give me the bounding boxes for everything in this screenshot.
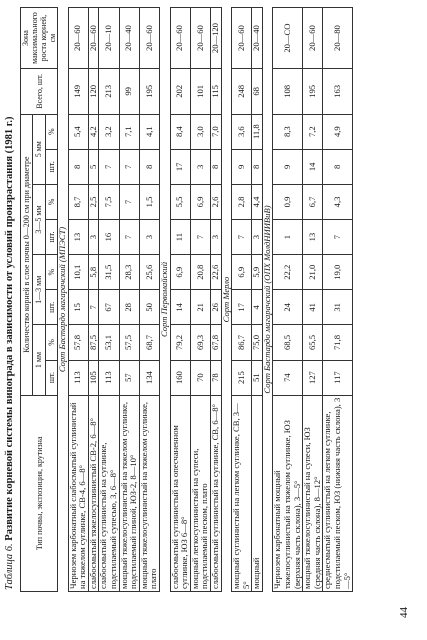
table-cell: 71,8 [323,325,353,360]
header-sht: шт. [45,220,57,255]
table-cell: 3 [139,220,159,255]
table-cell: 120 [88,69,99,114]
page-number: 44 [398,607,410,618]
table-cell: 69,3 [190,325,210,360]
section-title: Сорт Бастардо магарачский (ОПХ МолдНИИВиВ) [262,8,273,592]
table-cell: 1 [273,220,303,255]
table-cell: 13 [68,220,88,255]
table-cell: 41 [303,290,323,325]
table-cell: 87,5 [88,325,99,360]
table-cell: 6,9 [232,255,252,290]
table-cell: 3 [88,220,99,255]
caption-text: Развитие корневой системы винограда в зависимости от условий произрастания (1981 г.) [4,116,15,541]
table-cell: 24 [273,290,303,325]
caption-label: Таблица 6. [4,543,15,590]
table-row [99,8,119,592]
table-body [58,8,353,592]
table-cell: 20—60 [139,8,159,69]
table-cell: 57,8 [68,325,88,360]
table-cell: 4,3 [323,184,353,219]
soil-description: Чернозем карбонатный слабосмытый суглинистый на тяжелом суглинке, СВ-4, 6—8° [68,395,88,591]
table-cell: 57,5 [119,325,139,360]
table-cell: 20—60 [232,8,252,69]
table-cell: 7 [232,220,252,255]
table-cell: 3 [190,149,210,184]
table-cell: 28,3 [119,255,139,290]
section-title-row [159,8,170,592]
table-cell: 7 [119,220,139,255]
table-cell: 20—СО [273,8,303,69]
table-cell: 7 [119,184,139,219]
table-cell: 2,8 [232,184,252,219]
table-cell: 6,9 [190,184,210,219]
header-soil: Тип почвы, экспозиция, крутизна [21,395,58,591]
header-d13: 1—3 мм [33,255,45,325]
table-cell: 68,5 [273,325,303,360]
table-cell: 8,7 [68,184,88,219]
table-cell: 134 [139,360,159,395]
table-cell: 20—10 [99,8,119,69]
table-cell: 65,5 [303,325,323,360]
table-cell: 0,9 [273,184,303,219]
table-cell: 68,7 [139,325,159,360]
table-cell: 26 [210,290,221,325]
table-cell: 16 [99,220,119,255]
table-row [303,8,323,592]
table-cell: 115 [210,69,221,114]
header-zone: Зона максимального роста корней, см [21,8,58,69]
table-cell: 51 [252,360,263,395]
soil-description: среднесмытый суглинистый на легком суглинке, подстилаемый песком, ЮЗ (нижняя часть склона), 3—5° [323,395,353,591]
table-cell: 11 [170,220,190,255]
table-cell: 4,4 [252,184,263,219]
table-cell: 14 [303,149,323,184]
soil-description: слабосмытый суглинистый на опесчаненном суглинке, ЮЗ 6—8° [170,395,190,591]
table-cell: 101 [190,69,210,114]
table-row [88,8,99,592]
header-d35: 3—5 мм [33,184,45,254]
table-row [210,8,221,592]
table-cell: 22,2 [273,255,303,290]
table-cell: 7,0 [210,114,221,149]
table-cell: 117 [323,360,353,395]
table-row [273,8,303,592]
table-cell: 20—40 [119,8,139,69]
table-cell: 105 [88,360,99,395]
table-cell: 160 [170,360,190,395]
table-cell: 195 [139,69,159,114]
table-cell: 127 [303,360,323,395]
table-cell: 113 [99,360,119,395]
table-cell: 31,5 [99,255,119,290]
table-cell: 5 [88,149,99,184]
table-cell: 20—60 [88,8,99,69]
table-row [170,8,190,592]
section-title-row [58,8,69,592]
table-cell: 20—80 [323,8,353,69]
soil-description: Чернозем карбонатный мощный тяжелосуглинистый на тяжелом суглинке, ЮЗ (верхняя часть склона), 3—5° [273,395,303,591]
table-cell: 195 [303,69,323,114]
table-cell: 2,5 [88,184,99,219]
table-cell: 8 [323,149,353,184]
soil-description: слабосмытый суглинистый на суглинке, подстилаемый супесью, 3, 6—8° [99,395,119,591]
table-cell: 22,6 [210,255,221,290]
table-cell: 50 [139,290,159,325]
soil-description: слабосмытый тяжелосуглинистый СВ-2, 6—8° [88,395,99,591]
table-cell: 213 [99,69,119,114]
table-row [139,8,159,592]
table-cell: 5,8 [88,255,99,290]
table-cell: 14 [170,290,190,325]
table-row [252,8,263,592]
table-cell: 3,0 [190,114,210,149]
table-cell: 6,7 [303,184,323,219]
table-cell: 3 [252,220,263,255]
header-total: Всего, шт. [21,69,58,114]
table-cell: 5,9 [252,255,263,290]
table-cell: 7,2 [303,114,323,149]
root-data-table [20,7,353,592]
table-cell: 25,6 [139,255,159,290]
table-cell: 68 [252,69,263,114]
header-pct: % [45,184,57,219]
table-cell: 4,2 [88,114,99,149]
table-cell: 17 [232,290,252,325]
header-pct: % [45,255,57,290]
table-cell: 4 [252,290,263,325]
soil-description: мощный тяжелосуглинистый на супеси, ЮЗ (средняя часть склона), 8—12° [303,395,323,591]
table-cell: 20—60 [190,8,210,69]
table-cell: 79,2 [170,325,190,360]
table-cell: 67,8 [210,325,221,360]
table-cell: 11,8 [252,114,263,149]
table-row [232,8,252,592]
table-cell: 7 [99,149,119,184]
table-cell: 99 [119,69,139,114]
header-d5: 5 мм [33,114,45,184]
table-cell: 5,4 [68,114,88,149]
table-cell: 248 [232,69,252,114]
table-cell: 4,1 [139,114,159,149]
table-cell: 53,1 [99,325,119,360]
table-cell: 7 [190,220,210,255]
header-sht: шт. [45,360,57,395]
section-title-row [262,8,273,592]
table-cell: 3,2 [99,114,119,149]
header-sht: шт. [45,290,57,325]
table-cell: 20—60 [68,8,88,69]
table-cell: 9 [273,149,303,184]
header-pct: % [45,325,57,360]
table-cell: 7,1 [119,114,139,149]
table-cell: 70 [190,360,210,395]
table-cell: 13 [303,220,323,255]
table-cell: 31 [323,290,353,325]
table-cell: 163 [323,69,353,114]
table-cell: 2,6 [210,184,221,219]
table-cell: 57 [119,360,139,395]
table-cell: 21 [190,290,210,325]
header-sht: шт. [45,149,57,184]
table-cell: 215 [232,360,252,395]
soil-description: слабосмытый суглинистый на суглинке, СВ, 6—8° [210,395,221,591]
table-cell: 7 [88,290,99,325]
table-row [323,8,353,592]
table-cell: 21,0 [303,255,323,290]
table-cell: 20—60 [303,8,323,69]
table-cell: 8 [210,149,221,184]
section-title: Сорт Мерло [221,8,232,592]
table-cell: 113 [68,360,88,395]
table-caption [4,116,15,590]
table-cell: 19,0 [323,255,353,290]
table-cell: 149 [68,69,88,114]
table-cell: 7,5 [99,184,119,219]
header-pct: % [45,114,57,149]
table-cell: 28 [119,290,139,325]
table-cell: 3,6 [232,114,252,149]
table-cell: 202 [170,69,190,114]
soil-description: мощный [252,395,263,591]
table-cell: 7 [119,149,139,184]
header-d1: 1 мм [33,325,45,395]
table-row [119,8,139,592]
soil-description: мощный суглинистый на легком суглинке, СВ, 3—5° [232,395,252,591]
table-cell: 8 [68,149,88,184]
table-cell: 4,9 [323,114,353,149]
table-cell: 8,4 [170,114,190,149]
table-cell: 8 [139,149,159,184]
soil-description: мощный тяжелосуглинистый на тяжелом суглинке, подстилаемый глиной, ЮЗ-2, 8—10° [119,395,139,591]
table-cell: 8 [252,149,263,184]
table-cell: 86,7 [232,325,252,360]
section-title: Сорт Первомайский [159,8,170,592]
soil-description: мощный легкосуглинистый на супеси, подстилаемый песком, плато [190,395,210,591]
section-title-row [221,8,232,592]
table-cell: 17 [170,149,190,184]
table-cell: 20,8 [190,255,210,290]
table-cell: 6,9 [170,255,190,290]
table-cell: 5,5 [170,184,190,219]
table-cell: 20—120 [210,8,221,69]
table-cell: 7 [323,220,353,255]
table-cell: 15 [68,290,88,325]
table-cell: 20—60 [170,8,190,69]
table-cell: 1,5 [139,184,159,219]
table-row [190,8,210,592]
header-count-group: Количество корней в слое почвы 0—200 см при диаметре [21,114,33,395]
table-cell: 74 [273,360,303,395]
table-cell: 108 [273,69,303,114]
table-cell: 20—40 [252,8,263,69]
table-cell: 78 [210,360,221,395]
table-cell: 9 [232,149,252,184]
soil-description: мощный тяжелосуглинистый на тяжелом суглинке, плато [139,395,159,591]
table-cell: 10,1 [68,255,88,290]
table-row [68,8,88,592]
table-cell: 3 [210,220,221,255]
table-cell: 75,0 [252,325,263,360]
section-title: Сорт Бастардо магарачский (МПЭСТ) [58,8,69,592]
table-cell: 67 [99,290,119,325]
table-cell: 8,3 [273,114,303,149]
